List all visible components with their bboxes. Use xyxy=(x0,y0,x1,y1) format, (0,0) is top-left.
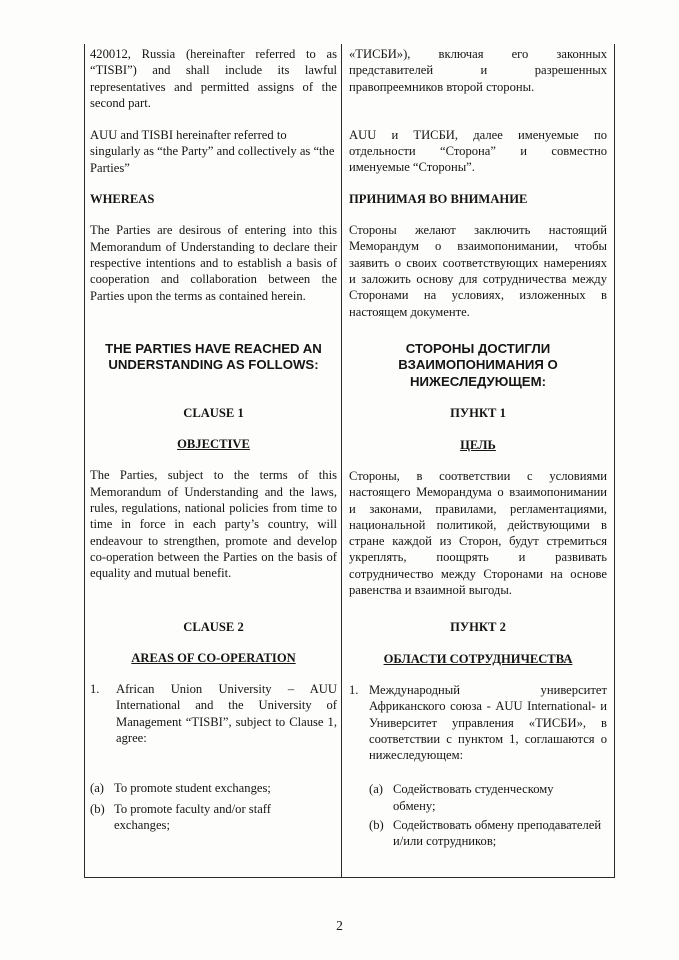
intro-paragraph: «ТИСБИ»), включая его законных представителей и разрешенных правопреемников второй стороны. xyxy=(349,47,607,94)
sub-item-label: (a) xyxy=(369,782,383,797)
sub-item-text: Содействовать обмену преподавателей и/или сотрудников; xyxy=(393,818,602,849)
sub-item-b xyxy=(90,801,337,834)
clause-2-label: CLAUSE 2 xyxy=(183,619,244,634)
sub-item-text: To promote faculty and/or staff exchanges; xyxy=(114,801,271,832)
column-divider xyxy=(341,44,342,878)
clause-1-label: ПУНКТ 1 xyxy=(450,406,506,421)
clause-1-title: ЦЕЛЬ xyxy=(460,437,496,452)
list-item-text: African Union University – AUU International and the University of Management “TISBI”, subject to Clause 1, agree: xyxy=(116,682,337,746)
russian-column xyxy=(349,46,607,850)
list-item-number: 1. xyxy=(90,682,100,697)
clause-2-label: ПУНКТ 2 xyxy=(450,620,506,635)
sub-item-label: (b) xyxy=(369,818,384,832)
whereas-paragraph: Стороны желают заключить настоящий Меморандум о взаимопонимании, чтобы заявить о своих соответствующих намерениях и заложить основу для сотрудничества между Сторонами на условиях, изложенных в настоящем документе. xyxy=(349,223,607,319)
sub-item-a xyxy=(349,781,607,814)
clause-1-title: OBJECTIVE xyxy=(177,437,250,452)
list-item-1 xyxy=(349,682,607,763)
english-column xyxy=(90,46,337,833)
intro-paragraph: 420012, Russia (hereinafter referred to as “TISBI”) and shall include its lawful representatives and permitted assigns of the second part. xyxy=(90,47,337,110)
sub-item-a xyxy=(90,780,337,796)
parties-paragraph: AUU и ТИСБИ, далее именуемые по отдельности “Сторона” и совместно именуемые “Стороны”. xyxy=(349,127,607,175)
list-item-text: Международный университет Африканского союза - AUU International- и Университет управления «ТИСБИ», в соответствии с пунктом 1, соглашаются о нижеследующем: xyxy=(369,682,607,763)
clause-1-label: CLAUSE 1 xyxy=(183,405,244,420)
understanding-heading: THE PARTIES HAVE REACHED AN UNDERSTANDING AS FOLLOWS: xyxy=(105,340,322,373)
understanding-heading: СТОРОНЫ ДОСТИГЛИ ВЗАИМОПОНИМАНИЯ О НИЖЕСЛЕДУЮЩЕМ: xyxy=(398,340,558,389)
whereas-heading: ПРИНИМАЯ ВО ВНИМАНИЕ xyxy=(349,191,528,206)
sub-item-text: To promote student exchanges; xyxy=(114,781,271,796)
whereas-paragraph: The Parties are desirous of entering into this Memorandum of Understanding to declare their respective intentions and to establish a basis of cooperation and collaboration between the Parties upon the terms as contained herein. xyxy=(90,223,337,303)
sub-item-label: (a) xyxy=(90,781,104,796)
sub-item-label: (b) xyxy=(90,801,105,816)
sub-item-b xyxy=(349,817,607,850)
sub-item-text: Содействовать студенческому обмену; xyxy=(393,782,554,813)
clause-2-title: ОБЛАСТИ СОТРУДНИЧЕСТВА xyxy=(383,651,573,666)
clause-1-paragraph: Стороны, в соответствии с условиями настоящего Меморандума о взаимопонимании и законами, правилами, регламентациями, национальной политикой, действующими в стране каждой из Сторон, будут стремиться укреплять, поощрять и развивать сотрудничество между Сторонами на основе равенства и взаимной выгоды. xyxy=(349,468,607,598)
whereas-heading: WHEREAS xyxy=(90,192,155,207)
clause-2-title: AREAS OF CO-OPERATION xyxy=(131,650,296,665)
clause-1-paragraph: The Parties, subject to the terms of this Memorandum of Understanding and the laws, rules, regulations, national policies from time to time in force in each party’s country, will endeavour to strengthen, promote and develop co-operation between the Parties on the basis of equality and mutual benefit. xyxy=(90,468,337,581)
page-number: 2 xyxy=(336,918,343,933)
parties-paragraph: AUU and TISBI hereinafter referred to singularly as “the Party” and collectively as “the Parties” xyxy=(90,128,335,175)
list-item-1 xyxy=(90,681,337,746)
list-item-number: 1. xyxy=(349,682,359,697)
